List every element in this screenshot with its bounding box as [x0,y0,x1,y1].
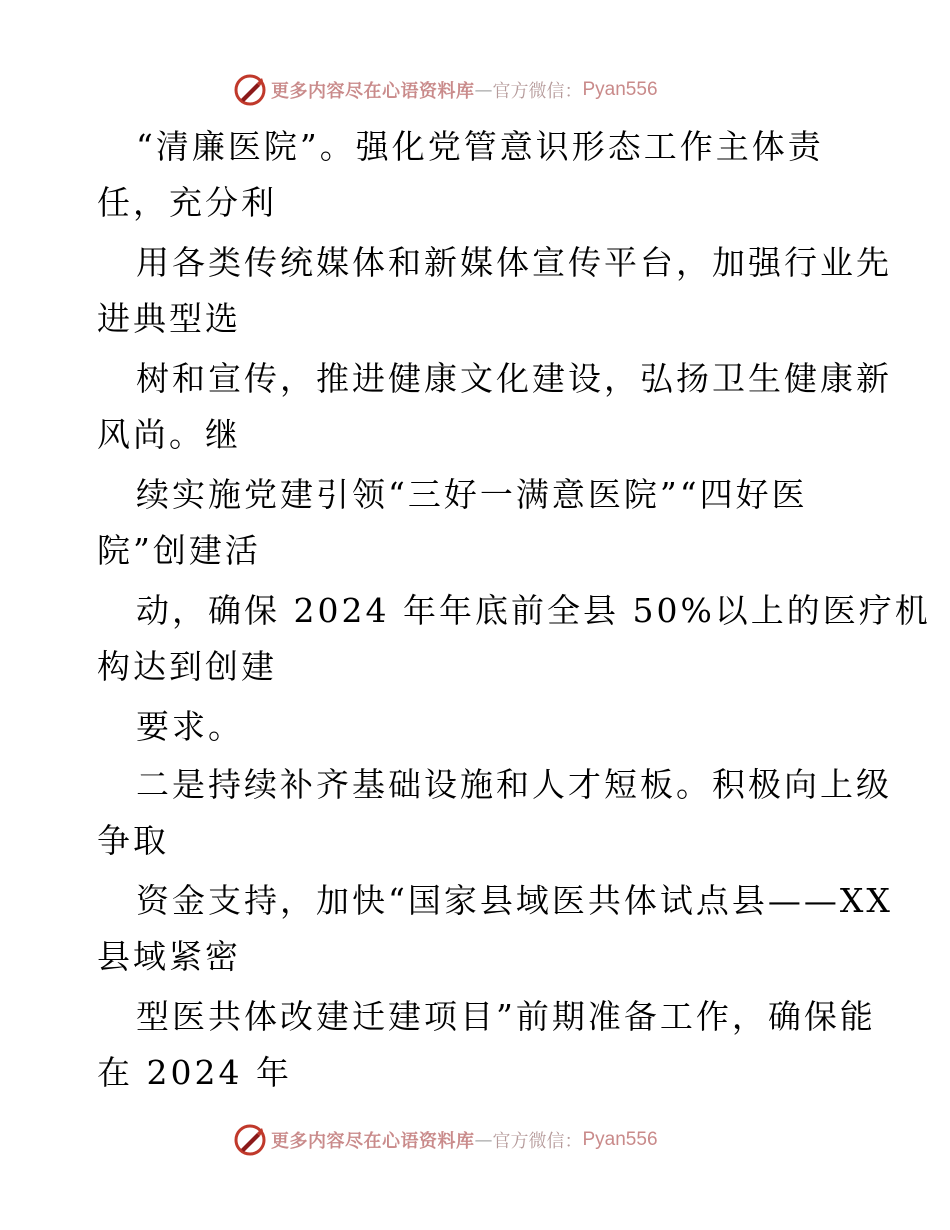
body-line: 风尚。继 [97,415,241,454]
body-line: 要求。 [136,707,244,746]
watermark-separator: — [474,79,493,101]
watermark-wechat-id: Pyan556 [582,1129,658,1150]
body-line: 院”创建活 [97,531,261,570]
body-line: 进典型选 [97,299,241,338]
body-line: 二是持续补齐基础设施和人才短板。积极向上级 [136,765,892,804]
watermark-wechat-label: 官方微信： [492,1131,583,1152]
body-line: 树和宣传，推进健康文化建设，弘扬卫生健康新 [136,359,892,398]
watermark-site-text: 更多内容尽在心语资料库 [271,1131,475,1152]
body-line: 在 2024 年 [97,1053,292,1092]
body-line: 资金支持，加快“国家县域医共体试点县——XX [136,881,893,920]
header-watermark [233,72,658,108]
body-line: 争取 [97,821,169,860]
quill-logo-icon [233,73,267,107]
body-line: 任，充分利 [97,183,277,222]
quill-logo-icon [233,1123,267,1157]
body-line: 动，确保 2024 年年底前全县 50%以上的医疗机 [136,591,931,630]
body-line: 型医共体改建迁建项目”前期准备工作，确保能 [136,997,876,1036]
body-line: 构达到创建 [97,647,277,686]
body-line: “清廉医院”。强化党管意识形态工作主体责 [136,127,824,166]
body-line: 续实施党建引领“三好一满意医院”“四好医 [136,475,808,514]
watermark-site-text: 更多内容尽在心语资料库 [271,81,475,102]
body-line: 用各类传统媒体和新媒体宣传平台，加强行业先 [136,243,892,282]
footer-watermark [233,1122,658,1158]
watermark-separator: — [474,1129,493,1151]
body-line: 县域紧密 [97,937,241,976]
watermark-wechat-id: Pyan556 [582,79,658,100]
watermark-wechat-label: 官方微信： [492,81,583,102]
